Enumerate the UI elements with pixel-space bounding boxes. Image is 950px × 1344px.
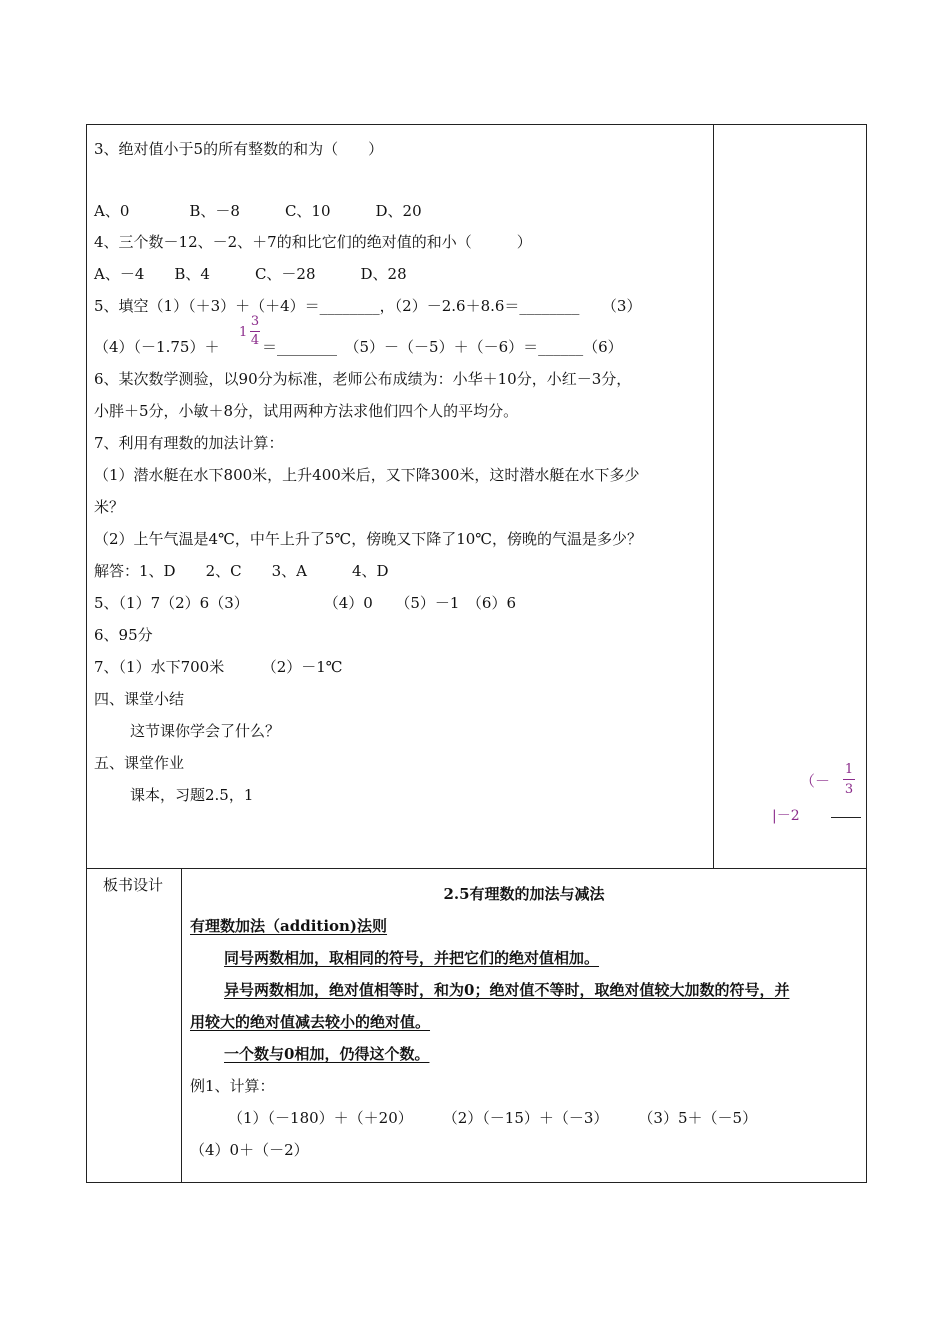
board-example-title: 例1、计算： — [190, 1077, 275, 1095]
side-fraction-bar — [843, 779, 855, 780]
board-rule-3: 一个数与0相加，仍得这个数。 — [224, 1045, 430, 1063]
board-title: 2.5有理数的加法与减法 — [443, 885, 605, 903]
question-5-line-2b: ＝________ （5）－（－5）＋（－6）＝______（6） — [262, 338, 623, 356]
question-4: 4、三个数－12、－2、＋7的和比它们的绝对值的和小（ ） — [94, 233, 532, 251]
question-6-line-2: 小胖＋5分，小敏＋8分，试用两种方法求他们四个人的平均分。 — [94, 402, 519, 420]
section-5-title: 五、课堂作业 — [94, 754, 185, 772]
side-dash — [831, 817, 861, 818]
question-7-part-1: （1）潜水艇在水下800米，上升400米后，又下降300米，这时潜水艇在水下多少 — [94, 466, 640, 484]
section-4-content: 这节课你学会了什么？ — [130, 722, 281, 740]
question-5-line-1: 5、填空（1）（＋3）＋（＋4）＝________，（2）－2.6＋8.6＝________ （3） — [94, 297, 642, 315]
board-example-line-2: （4）0＋（－2） — [190, 1141, 309, 1159]
mixed-number-numerator: 3 — [250, 314, 260, 329]
question-3: 3、绝对值小于5的所有整数的和为（ ） — [94, 140, 384, 158]
board-rule-1: 同号两数相加，取相同的符号，并把它们的绝对值相加。 — [224, 949, 600, 967]
answers-1-4: 解答：1、D 2、C 3、A 4、D — [94, 562, 389, 580]
section-5-content: 课本，习题2.5，1 — [130, 786, 254, 804]
board-rule-2-line-2: 用较大的绝对值减去较小的绝对值。 — [190, 1013, 431, 1031]
answers-6: 6、95分 — [94, 626, 153, 644]
side-fraction-denominator: 3 — [844, 782, 854, 797]
answers-5: 5、（1）7（2）6（3） （4）0 （5）－1 （6）6 — [94, 594, 517, 612]
mixed-number-whole: 1 — [239, 325, 248, 340]
question-5-line-2a: （4）（－1.75）＋ — [94, 338, 220, 356]
board-label: 板书设计 — [103, 876, 164, 894]
question-7-part-1-cont: 米？ — [94, 498, 125, 516]
question-7-title: 7、利用有理数的加法计算： — [94, 434, 284, 452]
right-column-divider — [713, 124, 714, 869]
section-4-title: 四、课堂小结 — [94, 690, 185, 708]
board-example-line-1: （1）（－180）＋（＋20） （2）（－15）＋（－3） （3）5＋（－5） — [228, 1109, 758, 1127]
board-label-divider — [181, 868, 182, 1182]
side-fraction-numerator: 1 — [844, 762, 854, 777]
side-paren-minus: （－ — [800, 772, 831, 790]
row-divider — [86, 868, 867, 869]
mixed-number-bar — [250, 331, 260, 332]
question-3-options: A、0 B、－8 C、10 D、20 — [94, 202, 422, 220]
answers-7: 7、（1）水下700米 （2）－1℃ — [94, 658, 343, 676]
mixed-number-denominator: 4 — [250, 333, 260, 348]
board-rule-heading: 有理数加法（addition)法则 — [190, 917, 388, 935]
side-abs-minus-two: |－2 — [772, 808, 800, 824]
question-6-line-1: 6、某次数学测验，以90分为标准，老师公布成绩为：小华＋10分，小红－3分， — [94, 370, 632, 388]
question-7-part-2: （2）上午气温是4℃，中午上升了5℃，傍晚又下降了10℃，傍晚的气温是多少？ — [94, 530, 643, 548]
question-4-options: A、－4 B、4 C、－28 D、28 — [94, 265, 407, 283]
board-rule-2-line-1: 异号两数相加，绝对值相等时，和为0；绝对值不等时，取绝对值较大加数的符号，并 — [224, 981, 790, 999]
